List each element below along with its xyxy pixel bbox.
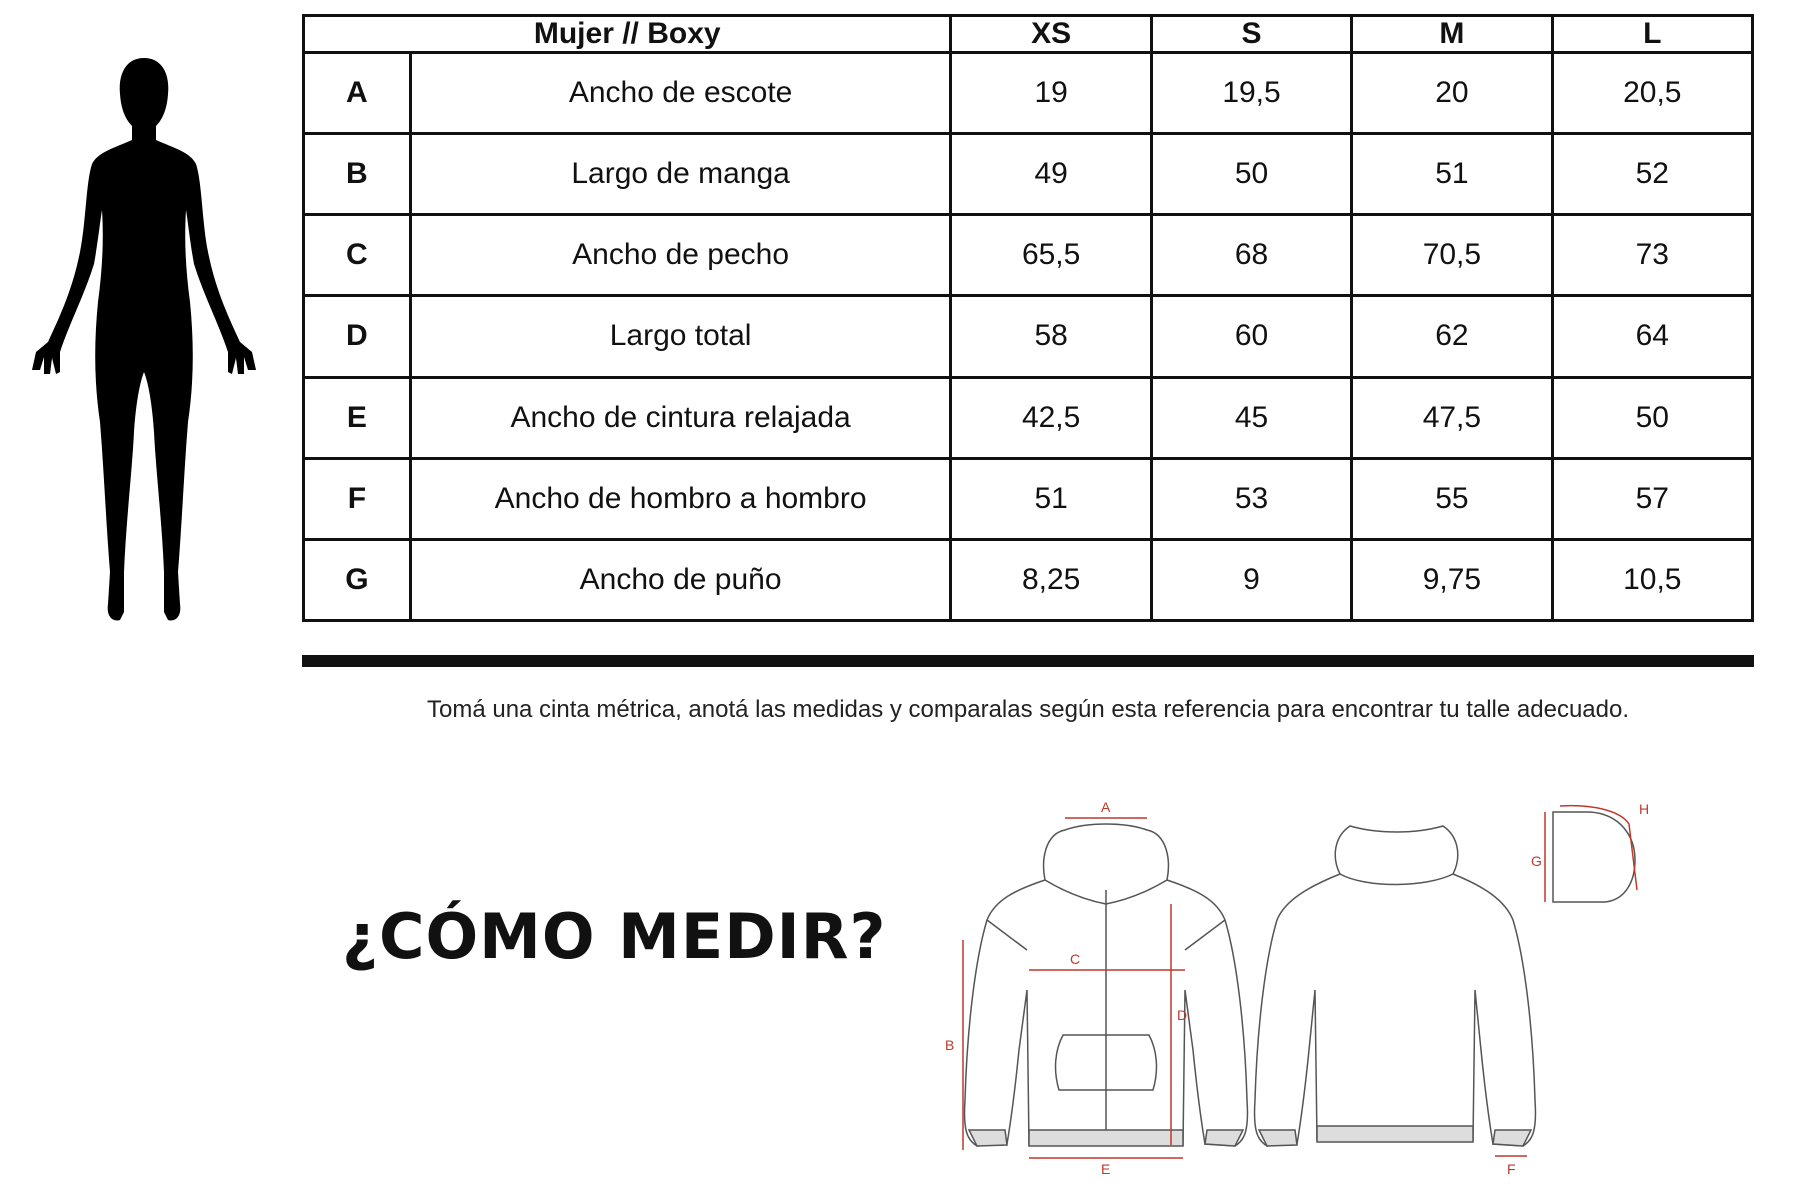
- label-h: H: [1639, 801, 1650, 817]
- cell-value: 52: [1552, 134, 1752, 215]
- cell-value: 19: [951, 53, 1151, 134]
- row-label: Ancho de pecho: [410, 215, 951, 296]
- row-letter: F: [304, 458, 411, 539]
- size-header-xs: XS: [951, 16, 1151, 53]
- label-a: A: [1101, 800, 1111, 815]
- cell-value: 58: [951, 296, 1151, 377]
- cell-value: 9: [1151, 539, 1351, 620]
- cell-value: 50: [1151, 134, 1351, 215]
- cell-value: 51: [1352, 134, 1552, 215]
- cell-value: 53: [1151, 458, 1351, 539]
- body-silhouette: [14, 52, 274, 652]
- cell-value: 19,5: [1151, 53, 1351, 134]
- how-to-measure-title: ¿CÓMO MEDIR?: [342, 900, 887, 973]
- table-title: Mujer // Boxy: [304, 16, 951, 53]
- row-letter: E: [304, 377, 411, 458]
- cell-value: 42,5: [951, 377, 1151, 458]
- cell-value: 62: [1352, 296, 1552, 377]
- cell-value: 8,25: [951, 539, 1151, 620]
- table-row: [304, 53, 1753, 134]
- row-letter: D: [304, 296, 411, 377]
- table-row: [304, 296, 1753, 377]
- cell-value: 57: [1552, 458, 1752, 539]
- cell-value: 51: [951, 458, 1151, 539]
- cell-value: 20,5: [1552, 53, 1752, 134]
- header-row: [304, 16, 1753, 53]
- hood-side: [1553, 812, 1635, 902]
- size-table: [302, 14, 1754, 622]
- row-label: Ancho de hombro a hombro: [410, 458, 951, 539]
- table-row: [304, 377, 1753, 458]
- cell-value: 55: [1352, 458, 1552, 539]
- row-label: Largo de manga: [410, 134, 951, 215]
- table-row: [304, 215, 1753, 296]
- label-c: C: [1070, 951, 1081, 967]
- hoodie-front: [965, 824, 1248, 1146]
- row-label: Largo total: [410, 296, 951, 377]
- measure-instructions: Tomá una cinta métrica, anotá las medidas y comparalas según esta referencia para encontrar tu talle adecuado.: [426, 696, 1629, 723]
- row-letter: G: [304, 539, 411, 620]
- label-e: E: [1101, 1161, 1111, 1177]
- divider: [302, 655, 1754, 667]
- cell-value: 47,5: [1352, 377, 1552, 458]
- label-d: D: [1177, 1007, 1188, 1023]
- cell-value: 68: [1151, 215, 1351, 296]
- row-letter: B: [304, 134, 411, 215]
- row-letter: C: [304, 215, 411, 296]
- cell-value: 49: [951, 134, 1151, 215]
- size-header-s: S: [1151, 16, 1351, 53]
- table-row: [304, 134, 1753, 215]
- cell-value: 45: [1151, 377, 1351, 458]
- cell-value: 20: [1352, 53, 1552, 134]
- row-letter: A: [304, 53, 411, 134]
- cell-value: 73: [1552, 215, 1752, 296]
- label-g: G: [1531, 853, 1542, 869]
- cell-value: 9,75: [1352, 539, 1552, 620]
- table-row: [304, 458, 1753, 539]
- row-label: Ancho de escote: [410, 53, 951, 134]
- row-label: Ancho de cintura relajada: [410, 377, 951, 458]
- row-label: Ancho de puño: [410, 539, 951, 620]
- cell-value: 70,5: [1352, 215, 1552, 296]
- table-row: [304, 539, 1753, 620]
- label-f: F: [1507, 1161, 1516, 1177]
- size-header-l: L: [1552, 16, 1752, 53]
- label-b: B: [945, 1037, 955, 1053]
- hoodie-back: [1255, 826, 1536, 1146]
- cell-value: 60: [1151, 296, 1351, 377]
- hoodie-measurement-diagram: [935, 800, 1655, 1185]
- cell-value: 64: [1552, 296, 1752, 377]
- cell-value: 10,5: [1552, 539, 1752, 620]
- cell-value: 65,5: [951, 215, 1151, 296]
- cell-value: 50: [1552, 377, 1752, 458]
- size-header-m: M: [1352, 16, 1552, 53]
